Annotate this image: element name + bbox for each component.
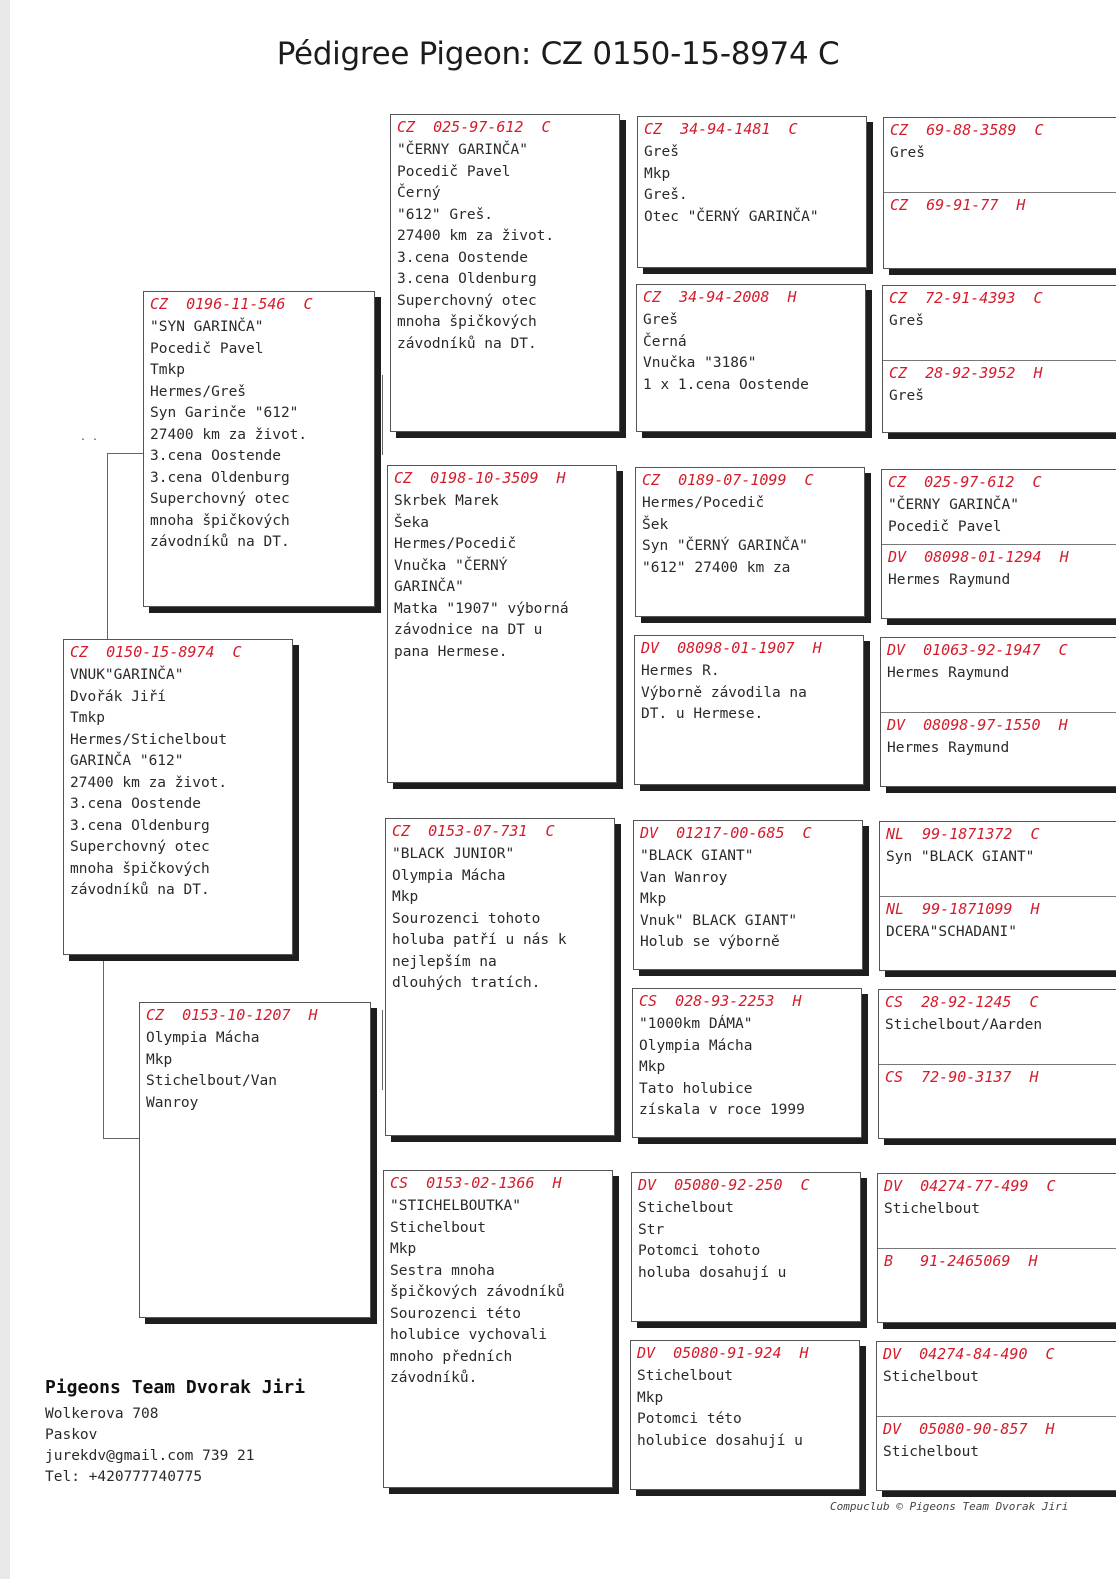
breeder-name: Pigeons Team Dvorak Jiri [45, 1377, 306, 1398]
ancestor-card [633, 820, 863, 970]
ring-number: CZ 0153-10-1207 H [146, 1006, 318, 1024]
ring-number: DV 08098-97-1550 H [887, 716, 1068, 734]
card-line: Syn Garinče "612" [150, 405, 299, 421]
scan-edge [0, 0, 10, 1579]
card-line: získala v roce 1999 [639, 1102, 805, 1118]
card-line: Tmkp [150, 362, 185, 378]
card-line: závodníků na DT. [397, 335, 537, 352]
card-line: závodníků na DT. [70, 882, 210, 898]
ancestor-card [632, 988, 862, 1138]
card-lines [150, 317, 368, 554]
contact-line: Tel: +420777740775 [45, 1469, 203, 1485]
ring-number: CS 028-93-2253 H [639, 992, 802, 1010]
card-line: Hermes Raymund [887, 665, 1010, 681]
card-lines [644, 142, 860, 228]
card-line: Skrbek Marek [394, 493, 499, 509]
card-line: Tmkp [70, 710, 105, 726]
card-line: Stichelbout [884, 1201, 981, 1217]
ring-number: NL 99-1871099 H [886, 900, 1040, 918]
card-line: Pocedič Pavel [888, 518, 1002, 535]
card-line: 3.cena Oldenburg [150, 469, 290, 486]
contact-line: Wolkerova 708 [45, 1406, 159, 1422]
ring-number: CZ 28-92-3952 H [889, 364, 1043, 382]
card-line: Stichelbout [883, 1369, 980, 1385]
ring-number: DV 04274-77-499 C [884, 1177, 1056, 1195]
ring-number: DV 05080-92-250 C [638, 1176, 810, 1194]
ancestor-pair-card [876, 1341, 1116, 1491]
ancestor-pair-card [879, 821, 1116, 971]
ancestor-pair-card [878, 989, 1116, 1139]
card-line: Hermes/Pocedič [394, 536, 517, 552]
connector-line [382, 1010, 383, 1090]
card-line: Hermes/Greš [150, 383, 247, 400]
card-line: Pocedič Pavel [397, 163, 511, 180]
card-line: Wanroy [146, 1094, 199, 1111]
card-lines [643, 310, 859, 396]
card-lines [390, 1196, 606, 1390]
card-line: "ČERNY GARINČA" [888, 497, 1019, 513]
card-line: Greš. [644, 187, 688, 203]
ring-number: NL 99-1871372 C [886, 825, 1040, 843]
mother-card [139, 1002, 371, 1318]
card-line: Van Wanroy [640, 869, 728, 886]
card-line: Superchovný otec [150, 491, 290, 507]
pair-separator [884, 192, 1116, 218]
contact-line: jurekdv@gmail.com 739 21 [45, 1448, 255, 1464]
card-line: Vnuk" BLACK GIANT" [640, 912, 798, 929]
copyright: Compuclub © Pigeons Team Dvorak Jiri [830, 1500, 1069, 1513]
card-line: Mkp [146, 1051, 173, 1068]
card-line: Šeka [394, 514, 429, 531]
card-line: Syn "BLACK GIANT" [886, 849, 1035, 865]
card-lines [397, 140, 613, 355]
pair-separator [883, 360, 1116, 408]
ancestor-card [634, 635, 864, 785]
card-line: 3.cena Oldenburg [397, 271, 537, 287]
ring-number: B 91-2465069 H [884, 1252, 1038, 1270]
card-line: Hermes/Stichelbout [70, 731, 228, 748]
granddam-maternal-card [383, 1170, 613, 1488]
ring-number: CZ 72-91-4393 C [889, 289, 1043, 307]
card-line: Stichelbout/Van [146, 1073, 277, 1089]
card-line: Potomci tohoto [638, 1243, 761, 1259]
card-line: "BLACK GIANT" [640, 848, 754, 864]
card-line: holubice dosahují u [637, 1432, 803, 1449]
card-lines [70, 665, 286, 902]
card-line: Vnučka "3186" [643, 355, 757, 371]
card-lines [640, 846, 856, 954]
card-line: Výborně závodila na [641, 684, 807, 701]
ancestor-card [637, 116, 867, 268]
ancestor-pair-card [883, 117, 1116, 269]
pair-separator [882, 544, 1116, 592]
card-line: Tato holubice [639, 1080, 753, 1097]
ancestor-card [635, 467, 865, 617]
page-title: Pédigree Pigeon: CZ 0150-15-8974 C [276, 36, 840, 72]
ring-number: CS 0153-02-1366 H [390, 1174, 562, 1192]
card-line: mnoha špičkových [150, 512, 290, 529]
ring-number: DV 04274-84-490 C [883, 1345, 1055, 1363]
pair-separator [877, 1416, 1116, 1464]
card-line: DCERA"SCHADANI" [886, 924, 1017, 940]
card-line: Greš [890, 145, 925, 161]
card-line: "612" Greš. [397, 206, 494, 223]
card-line: pana Hermese. [394, 643, 508, 660]
card-line: "ČERNY GARINČA" [397, 142, 528, 158]
contact-line: Paskov [45, 1427, 98, 1443]
connector-line [103, 1138, 139, 1139]
card-line: "612" 27400 km za [642, 559, 791, 576]
ring-number: CZ 34-94-2008 H [643, 288, 797, 306]
card-line: "1000km DÁMA" [639, 1016, 753, 1032]
card-line: mnoho předních [390, 1348, 513, 1365]
breeder-contact [45, 1376, 305, 1488]
card-line: holuba patří u nás k [392, 932, 567, 948]
card-line: Holub se výborně [640, 934, 780, 950]
pair-separator [880, 896, 1116, 944]
card-line: Hermes Raymund [888, 572, 1011, 588]
card-line: GARINČA" [394, 579, 464, 595]
card-line: holuba dosahují u [638, 1264, 787, 1281]
card-line: 3.cena Oostende [150, 448, 281, 464]
card-line: Greš [889, 313, 924, 329]
card-line: závodnice na DT u [394, 622, 543, 638]
ancestor-card [630, 1340, 860, 1490]
card-line: Potomci této [637, 1411, 742, 1427]
ring-number: CZ 69-88-3589 C [890, 121, 1044, 139]
card-line: VNUK"GARINČA" [70, 667, 184, 683]
card-line: Mkp [644, 165, 671, 182]
card-line: Mkp [390, 1241, 417, 1257]
card-line: Stichelbout [883, 1444, 980, 1460]
card-lines [392, 844, 608, 995]
card-line: Olympia Mácha [639, 1037, 753, 1054]
connector-line [103, 955, 104, 1138]
card-line: Sourozenci této [390, 1305, 521, 1322]
ring-number: CZ 0153-07-731 C [392, 822, 555, 840]
ancestor-pair-card [880, 637, 1116, 787]
pair-separator [881, 712, 1116, 760]
card-line: 27400 km za život. [150, 426, 308, 443]
ring-number: CZ 025-97-612 C [888, 473, 1042, 491]
card-line: Hermes R. [641, 663, 720, 679]
card-lines [642, 493, 858, 579]
card-line: Hermes Raymund [887, 740, 1010, 756]
card-line: "STICHELBOUTKA" [390, 1198, 521, 1214]
card-line: mnoha špičkových [70, 860, 210, 877]
card-line: 27400 km za život. [70, 774, 228, 791]
card-line: Matka "1907" výborná [394, 600, 569, 617]
card-line: 3.cena Oostende [397, 249, 528, 266]
father-card [143, 291, 375, 607]
card-line: 3.cena Oostende [70, 796, 201, 812]
card-line: Stichelbout [390, 1219, 487, 1236]
pigeon-card [63, 639, 293, 955]
card-line: Vnučka "ČERNÝ [394, 557, 508, 574]
card-lines [638, 1198, 854, 1284]
scan-dots: . . [80, 432, 99, 443]
card-lines [394, 491, 610, 663]
connector-line [107, 453, 108, 639]
ancestor-pair-card [881, 469, 1116, 619]
ring-number: DV 05080-91-924 H [637, 1344, 809, 1362]
ring-number: CZ 0198-10-3509 H [394, 469, 566, 487]
ancestor-pair-card [882, 285, 1116, 433]
card-line: závodníků. [390, 1370, 478, 1386]
connector-line [107, 453, 143, 454]
ring-number: DV 01063-92-1947 C [887, 641, 1068, 659]
connector-line [382, 375, 383, 455]
card-line: Otec "ČERNÝ GARINČA" [644, 208, 819, 225]
ring-number: DV 01217-00-685 C [640, 824, 812, 842]
card-line: Mkp [639, 1059, 666, 1075]
card-line: DT. u Hermese. [641, 706, 764, 722]
card-line: GARINČA "612" [70, 753, 184, 769]
ring-number: DV 05080-90-857 H [883, 1420, 1055, 1438]
card-line: holubice vychovali [390, 1327, 548, 1343]
card-line: Superchovný otec [397, 292, 537, 309]
card-line: nejlepším na [392, 953, 497, 970]
card-line: Str [638, 1221, 665, 1238]
card-line: "SYN GARINČA" [150, 319, 264, 335]
ring-number: DV 08098-01-1294 H [888, 548, 1069, 566]
card-line: dlouhých tratích. [392, 975, 541, 991]
card-line: 1 x 1.cena Oostende [643, 376, 809, 393]
ring-number: CS 72-90-3137 H [885, 1068, 1039, 1086]
card-line: 3.cena Oldenburg [70, 817, 210, 834]
ring-number: CZ 0189-07-1099 C [642, 471, 814, 489]
grandsire-paternal-card [390, 114, 620, 432]
ring-number: CZ 69-91-77 H [890, 196, 1026, 214]
card-line: Sestra mnoha [390, 1262, 495, 1279]
ring-number: DV 08098-01-1907 H [641, 639, 822, 657]
pair-separator [878, 1248, 1116, 1274]
card-line: Hermes/Pocedič [642, 495, 765, 511]
card-line: Černá [643, 333, 687, 350]
ancestor-pair-card [877, 1173, 1116, 1323]
ring-number: CZ 0150-15-8974 C [70, 643, 242, 661]
card-line: Greš [889, 388, 924, 404]
card-line: Syn "ČERNÝ GARINČA" [642, 538, 808, 554]
card-line: Stichelbout [638, 1200, 735, 1216]
card-lines [641, 661, 857, 726]
card-line: Superchovný otec [70, 839, 210, 855]
ring-number: CZ 0196-11-546 C [150, 295, 313, 313]
card-line: Greš [644, 144, 679, 160]
card-line: Olympia Mácha [146, 1030, 260, 1046]
card-line: Stichelbout/Aarden [885, 1017, 1043, 1033]
card-line: Šek [642, 516, 669, 533]
card-line: 27400 km za život. [397, 228, 555, 244]
card-lines [637, 1366, 853, 1452]
grandsire-maternal-card [385, 818, 615, 1136]
card-line: Černý [397, 185, 441, 201]
card-line: Olympia Mácha [392, 867, 506, 884]
card-line: Sourozenci tohoto [392, 910, 541, 927]
ancestor-card [636, 284, 866, 432]
card-line: Mkp [392, 889, 419, 905]
card-line: Mkp [637, 1389, 664, 1406]
card-line: závodníků na DT. [150, 534, 290, 550]
granddam-paternal-card [387, 465, 617, 783]
card-line: "BLACK JUNIOR" [392, 846, 515, 862]
card-line: mnoha špičkových [397, 314, 537, 330]
card-lines [639, 1014, 855, 1122]
ring-number: CZ 34-94-1481 C [644, 120, 798, 138]
card-lines [146, 1028, 364, 1114]
card-line: Dvořák Jiří [70, 688, 167, 705]
card-line: Mkp [640, 891, 667, 907]
card-line: Greš [643, 312, 678, 328]
pair-separator [879, 1064, 1116, 1090]
card-line: Pocedič Pavel [150, 340, 264, 357]
card-line: Stichelbout [637, 1368, 734, 1384]
ring-number: CS 28-92-1245 C [885, 993, 1039, 1011]
ring-number: CZ 025-97-612 C [397, 118, 551, 136]
card-line: špičkových závodníků [390, 1284, 565, 1300]
ancestor-card [631, 1172, 861, 1322]
